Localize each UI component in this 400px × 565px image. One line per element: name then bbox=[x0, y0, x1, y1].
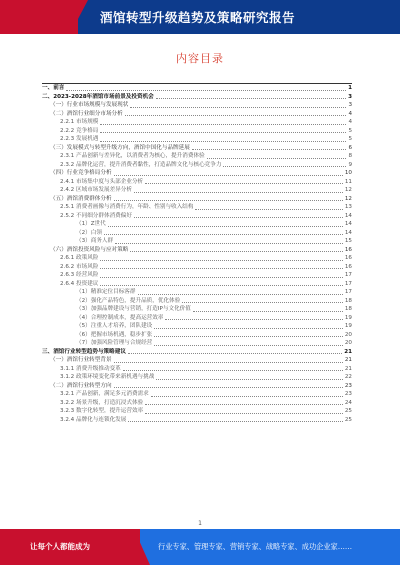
toc-entry[interactable] bbox=[42, 161, 352, 170]
toc-entry-page: 10 bbox=[344, 170, 352, 176]
toc-dot-leader bbox=[108, 226, 343, 227]
toc-entry[interactable] bbox=[42, 263, 352, 272]
toc-dot-leader bbox=[207, 158, 347, 159]
toc-entry[interactable] bbox=[42, 365, 352, 374]
header-red-wedge bbox=[70, 0, 88, 34]
toc-dot-leader bbox=[223, 166, 346, 167]
footer-slogan-left: 让每个人都能成为 bbox=[30, 542, 90, 551]
toc-dot-leader bbox=[128, 421, 343, 422]
toc-entry[interactable] bbox=[42, 297, 352, 306]
toc-dot-leader bbox=[115, 243, 343, 244]
toc-entry-label: （二）酒馆行业细分市场分析 bbox=[50, 110, 123, 117]
toc-entry-label: 三、酒馆行业转型趋势与策略建议 bbox=[42, 348, 126, 355]
toc-entry-label: 2.3.2 品牌化运营，提升消费者黏性，打造品牌文化与核心竞争力 bbox=[60, 161, 222, 168]
toc-dot-leader bbox=[100, 141, 346, 142]
toc-entry[interactable] bbox=[42, 229, 352, 238]
toc-entry-label: （三）发展模式与转型升级方向，酒馆中国化与品牌延展 bbox=[50, 144, 190, 151]
page-number: 1 bbox=[198, 520, 202, 527]
toc-entry[interactable] bbox=[42, 93, 352, 102]
toc-entry[interactable] bbox=[42, 220, 352, 229]
toc-dot-leader bbox=[100, 132, 346, 133]
toc-dot-leader bbox=[193, 311, 343, 312]
header-bar bbox=[0, 0, 400, 34]
toc-entry-label: （7）加强风险管理与合规经营 bbox=[76, 340, 153, 346]
toc-entry-page: 18 bbox=[344, 297, 352, 304]
toc-entry[interactable] bbox=[42, 212, 352, 221]
toc-entry-page: 3 bbox=[348, 102, 352, 108]
toc-entry-label: 3.2.4 品牌化与连锁化发展 bbox=[60, 416, 127, 423]
toc-entry-label: 3.2.3 数字化转型，提升运营效率 bbox=[60, 408, 144, 414]
toc-entry[interactable] bbox=[42, 84, 352, 93]
toc-entry-page: 16 bbox=[344, 255, 352, 261]
toc-entry-label: 3.1.2 政策环境变化带来新机遇与挑战 bbox=[60, 374, 155, 380]
header-red-block bbox=[0, 0, 78, 34]
toc-entry-page: 19 bbox=[344, 323, 352, 329]
toc-entry-label: （5）注重人才培养，团队建设 bbox=[76, 323, 153, 329]
toc-entry-page: 14 bbox=[344, 212, 352, 219]
toc-entry[interactable] bbox=[42, 288, 352, 297]
toc-entry-label: （6）把握市场机遇，稳步扩张 bbox=[76, 331, 153, 338]
toc-entry[interactable] bbox=[42, 254, 352, 263]
toc-entry-page: 17 bbox=[344, 272, 352, 278]
toc-dot-leader bbox=[104, 234, 343, 235]
toc-entry-page: 5 bbox=[348, 127, 352, 134]
toc-dot-leader bbox=[192, 149, 347, 150]
toc-dot-leader bbox=[134, 192, 343, 193]
toc-entry-page: 6 bbox=[348, 144, 352, 151]
toc-entry-label: （1）精准定位目标客群 bbox=[76, 289, 136, 295]
toc-entry-page: 16 bbox=[344, 263, 352, 270]
toc-dot-leader bbox=[154, 345, 343, 346]
toc-entry-page: 15 bbox=[344, 238, 352, 244]
toc-entry-label: 2.2.1 市场规模 bbox=[60, 119, 99, 125]
footer-bar bbox=[0, 529, 400, 565]
toc-entry-label: 2.6.1 政策风险 bbox=[60, 255, 99, 261]
toc-entry-page: 20 bbox=[344, 331, 352, 338]
toc-entry[interactable] bbox=[42, 331, 352, 340]
toc-entry[interactable] bbox=[42, 203, 352, 212]
toc-dot-leader bbox=[195, 209, 342, 210]
toc-entry[interactable] bbox=[42, 382, 352, 391]
table-of-contents bbox=[42, 84, 352, 516]
toc-entry-page: 13 bbox=[344, 204, 352, 210]
toc-entry[interactable] bbox=[42, 127, 352, 136]
toc-entry-page: 12 bbox=[344, 187, 352, 193]
toc-entry-page: 21 bbox=[344, 365, 352, 372]
toc-entry-label: 2.5.2 不同细分群体消费偏好 bbox=[60, 212, 132, 219]
toc-entry-label: （2）强化产品特色，提升品质，优化体验 bbox=[76, 297, 181, 304]
toc-entry-label: （一）行业市场规模与发展现状 bbox=[50, 102, 129, 108]
toc-heading: 内容目录 bbox=[176, 52, 224, 65]
toc-entry[interactable] bbox=[42, 305, 352, 314]
toc-entry[interactable] bbox=[42, 118, 352, 127]
toc-entry-page: 1 bbox=[348, 85, 352, 91]
toc-entry[interactable] bbox=[42, 186, 352, 195]
toc-entry[interactable] bbox=[42, 195, 352, 204]
toc-entry[interactable] bbox=[42, 390, 352, 399]
toc-entry-label: 二、2023-2028年酒馆市场前景及投资机会 bbox=[42, 93, 154, 100]
toc-dot-leader bbox=[114, 387, 343, 388]
toc-entry-page: 4 bbox=[348, 119, 352, 125]
toc-dot-leader bbox=[100, 285, 342, 286]
toc-entry-page: 24 bbox=[344, 399, 352, 406]
toc-entry-label: 2.6.2 市场风险 bbox=[60, 263, 99, 270]
toc-entry-label: （3）商务人群 bbox=[76, 238, 114, 244]
toc-entry[interactable] bbox=[42, 322, 352, 331]
toc-entry[interactable] bbox=[42, 416, 352, 425]
toc-entry[interactable] bbox=[42, 356, 352, 365]
toc-entry-page: 20 bbox=[344, 340, 352, 346]
toc-entry[interactable] bbox=[42, 280, 352, 289]
toc-entry-page: 17 bbox=[344, 280, 352, 287]
toc-entry-label: 2.2.3 发展机遇 bbox=[60, 136, 99, 142]
toc-entry-page: 12 bbox=[344, 195, 352, 202]
toc-entry-label: 2.3.1 产品创新与差异化，以消费者为核心，提升消费体验 bbox=[60, 153, 205, 159]
toc-entry[interactable] bbox=[42, 271, 352, 280]
toc-dot-leader bbox=[134, 217, 343, 218]
toc-entry-page: 23 bbox=[344, 391, 352, 397]
toc-entry[interactable] bbox=[42, 152, 352, 161]
toc-dot-leader bbox=[123, 370, 343, 371]
footer-slogan-right: 行业专家、管理专家、营销专家、战略专家、成功企业家…… bbox=[158, 542, 353, 551]
toc-entry-label: （五）酒馆消费群体分析 bbox=[50, 195, 112, 202]
toc-entry-label: （四）行业竞争格局分析 bbox=[50, 170, 112, 176]
toc-entry-page: 4 bbox=[348, 110, 352, 117]
toc-entry[interactable] bbox=[42, 178, 352, 187]
toc-dot-leader bbox=[100, 260, 342, 261]
toc-entry-page: 3 bbox=[348, 93, 352, 100]
toc-entry-page: 9 bbox=[348, 161, 352, 168]
toc-dot-leader bbox=[138, 294, 343, 295]
toc-dot-leader bbox=[182, 302, 343, 303]
toc-entry-page: 8 bbox=[348, 153, 352, 159]
toc-dot-leader bbox=[114, 175, 343, 176]
toc-dot-leader bbox=[156, 98, 346, 99]
toc-entry[interactable] bbox=[42, 237, 352, 246]
toc-entry[interactable] bbox=[42, 110, 352, 119]
toc-dot-leader bbox=[130, 107, 346, 108]
toc-entry[interactable] bbox=[42, 339, 352, 348]
toc-entry-page: 21 bbox=[344, 348, 352, 355]
toc-entry-page: 14 bbox=[344, 221, 352, 227]
toc-entry[interactable] bbox=[42, 373, 352, 382]
toc-dot-leader bbox=[130, 251, 343, 252]
toc-entry-label: （六）酒馆投资风险与应对策略 bbox=[50, 246, 129, 253]
toc-dot-leader bbox=[128, 353, 342, 354]
toc-entry-label: （二）酒馆行业转型方向 bbox=[50, 382, 112, 389]
toc-entry-page: 17 bbox=[344, 289, 352, 295]
toc-dot-leader bbox=[165, 319, 342, 320]
toc-entry-page: 14 bbox=[344, 229, 352, 236]
toc-entry[interactable] bbox=[42, 407, 352, 416]
toc-dot-leader bbox=[66, 90, 346, 91]
toc-dot-leader bbox=[145, 183, 343, 184]
toc-dot-leader bbox=[156, 379, 343, 380]
toc-entry-page: 22 bbox=[344, 374, 352, 380]
toc-entry-label: （一）酒馆行业转型背景 bbox=[50, 357, 112, 363]
toc-entry-page: 11 bbox=[344, 178, 352, 185]
report-title: 酒馆转型升级趋势及策略研究报告 bbox=[100, 10, 296, 25]
toc-dot-leader bbox=[114, 362, 343, 363]
toc-entry-label: 一、前言 bbox=[42, 85, 65, 91]
toc-entry[interactable] bbox=[42, 246, 352, 255]
toc-entry-label: 2.6.3 经营风险 bbox=[60, 272, 99, 278]
toc-entry-label: 2.5.1 消费者画像与消费行为，年龄、性别与收入结构 bbox=[60, 204, 194, 210]
toc-dot-leader bbox=[151, 396, 343, 397]
toc-entry-label: 3.2.1 产品创新，满足多元消费需求 bbox=[60, 391, 149, 397]
toc-entry-page: 21 bbox=[344, 357, 352, 363]
toc-dot-leader bbox=[145, 413, 343, 414]
toc-dot-leader bbox=[100, 124, 346, 125]
toc-entry-label: 2.6.4 投资建议 bbox=[60, 280, 99, 287]
toc-entry[interactable] bbox=[42, 135, 352, 144]
toc-entry-label: （4）合理控制成本，提高运营效率 bbox=[76, 314, 164, 321]
toc-entry-label: （3）加强品牌建设与营销，打造IP与文化价值 bbox=[76, 306, 191, 312]
toc-entry-page: 25 bbox=[344, 408, 352, 414]
toc-dot-leader bbox=[154, 336, 343, 337]
toc-entry[interactable] bbox=[42, 399, 352, 408]
toc-entry-page: 5 bbox=[348, 136, 352, 142]
toc-dot-leader bbox=[100, 268, 342, 269]
toc-entry-page: 25 bbox=[344, 416, 352, 423]
toc-entry-label: 3.2.2 场景升级，打造沉浸式体验 bbox=[60, 399, 144, 406]
toc-entry-label: 2.4.1 市场集中度与头部企业分析 bbox=[60, 178, 144, 185]
toc-entry-label: 3.1.1 消费升级推动变革 bbox=[60, 365, 121, 372]
toc-dot-leader bbox=[145, 404, 343, 405]
toc-entry-label: 2.2.2 竞争格局 bbox=[60, 127, 99, 134]
toc-entry[interactable] bbox=[42, 144, 352, 153]
footer-red-wedge bbox=[134, 529, 150, 565]
toc-dot-leader bbox=[125, 115, 347, 116]
toc-dot-leader bbox=[100, 277, 342, 278]
toc-entry[interactable] bbox=[42, 169, 352, 178]
toc-entry[interactable] bbox=[42, 101, 352, 110]
toc-entry[interactable] bbox=[42, 348, 352, 357]
toc-entry-page: 16 bbox=[344, 246, 352, 253]
toc-entry-page: 18 bbox=[344, 306, 352, 312]
toc-entry-label: 2.4.2 区域市场发展差异分析 bbox=[60, 187, 132, 193]
toc-entry-label: （1）Z世代 bbox=[76, 221, 106, 227]
toc-entry[interactable] bbox=[42, 314, 352, 323]
toc-dot-leader bbox=[114, 200, 343, 201]
toc-entry-page: 23 bbox=[344, 382, 352, 389]
toc-dot-leader bbox=[154, 328, 343, 329]
toc-entry-page: 19 bbox=[344, 314, 352, 321]
toc-entry-label: （2）白领 bbox=[76, 229, 102, 236]
